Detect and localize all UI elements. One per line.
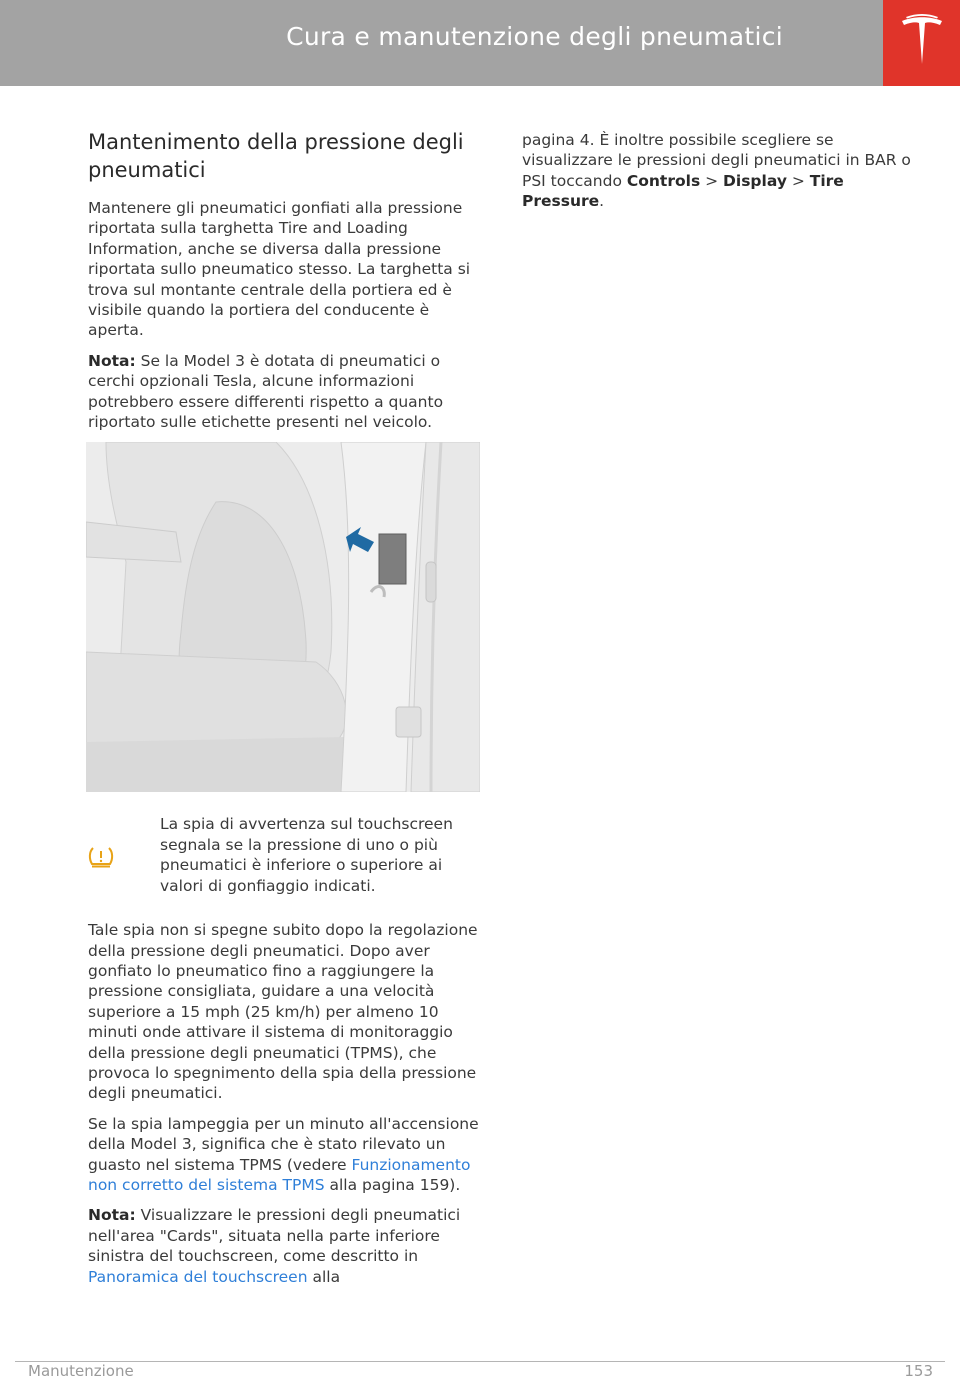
separator: >	[786, 171, 810, 190]
menu-path-tire-pressure: Tire Pressure	[522, 171, 844, 211]
menu-path-display: Display	[723, 171, 787, 190]
paragraph	[88, 1114, 483, 1196]
tesla-logo	[883, 0, 960, 86]
text-span: alla	[307, 1267, 341, 1286]
footer-divider	[15, 1361, 945, 1362]
tire-pressure-warning-icon	[88, 814, 160, 896]
note-text: Se la Model 3 è dotata di pneumatici o cerchi opzionali Tesla, alcune informazioni potrebbero essere differenti rispetto a quanto riportato sulle etichette presenti nel veicolo.	[88, 351, 444, 432]
menu-path-controls: Controls	[626, 171, 701, 190]
note-text: Visualizzare le pressioni degli pneumatici nell'area "Cards", situata nella parte inferiore sinistra del touchscreen, come descritto in	[88, 1206, 461, 1266]
tesla-logo-icon	[901, 14, 943, 70]
paragraph	[522, 130, 917, 212]
separator: >	[700, 171, 724, 190]
text-span: alla pagina 159).	[324, 1175, 461, 1194]
text-span: Se la spia lampeggia per un minuto all'accensione della Model 3, significa che è stato rilevato un guasto nel sistema TPMS (vedere	[88, 1114, 479, 1174]
text-span: pagina 4. È inoltre possibile scegliere se visualizzare le pressioni degli pneumatici in BAR o PSI toccando	[522, 131, 911, 190]
door-pillar-illustration	[86, 442, 480, 792]
left-column	[88, 128, 483, 1297]
section-heading: Mantenimento della pressione degli pneumatici	[88, 130, 464, 182]
paragraph: Tale spia non si spegne subito dopo la regolazione della pressione degli pneumatici. Dopo aver gonfiato lo pneumatico fino a raggiungere la pressione consigliata, guidare a una velocità superiore a 15 mph (25 km/h) per almeno 10 minuti onde attivare il sistema di monitoraggio della pressione degli pneumatici (TPMS), che provoca lo spegnimento della spia della pressione degli pneumatici.	[88, 921, 478, 1103]
header-bar	[0, 0, 883, 86]
right-column	[522, 130, 917, 222]
text-span: .	[599, 192, 605, 211]
footer-section: Manutenzione	[28, 1362, 134, 1380]
note	[88, 1205, 483, 1287]
note	[88, 351, 483, 433]
warning-text: La spia di avvertenza sul touchscreen segnala se la pressione di uno o più pneumatici è inferiore o superiore ai valori di gonfiaggio indicati.	[160, 815, 453, 895]
link-touchscreen-overview[interactable]: Panoramica del touchscreen	[88, 1267, 308, 1286]
page-number: 153	[904, 1362, 933, 1380]
link-tpms-malfunction[interactable]: Funzionamento non corretto del sistema TPMS	[88, 1155, 471, 1194]
warning-callout	[88, 814, 483, 896]
paragraph: Mantenere gli pneumatici gonfiati alla pressione riportata sulla targhetta Tire and Loading Information, anche se diversa dalla pressione riportata sullo pneumatico stesso. La targhetta si trova sul montante centrale della portiera ed è visibile quando la portiera del conducente è aperta.	[88, 199, 471, 340]
note-label: Nota:	[88, 351, 136, 370]
note-label: Nota:	[88, 1206, 136, 1225]
page-header-title: Cura e manutenzione degli pneumatici	[286, 22, 783, 51]
